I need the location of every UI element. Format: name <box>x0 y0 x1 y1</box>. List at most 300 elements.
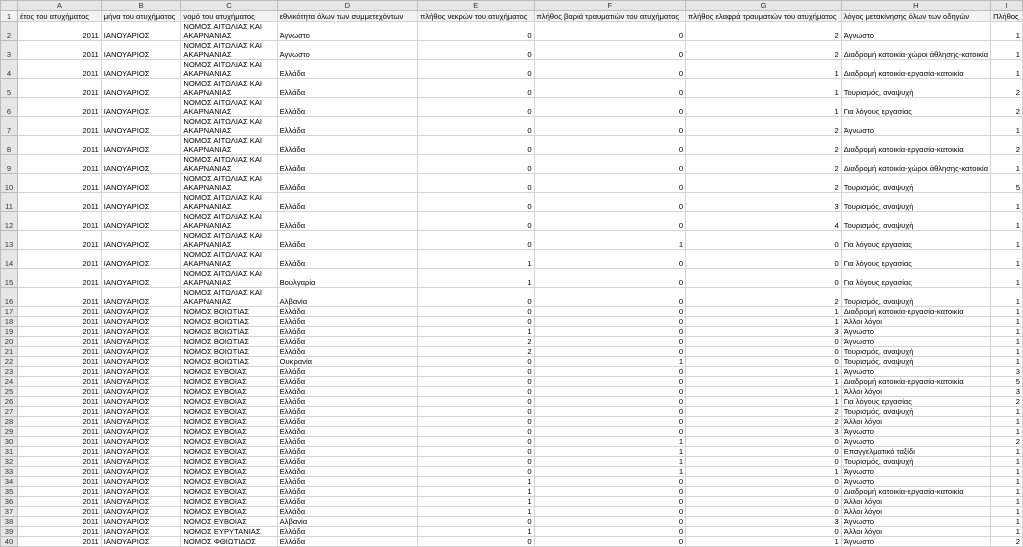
table-cell[interactable]: 0 <box>534 98 686 117</box>
table-cell[interactable]: 1 <box>686 387 842 397</box>
table-cell[interactable]: 1 <box>991 288 1023 307</box>
table-cell[interactable]: Τουρισμός, αναψυχή <box>841 347 990 357</box>
table-cell[interactable]: 0 <box>534 41 686 60</box>
header-cell[interactable]: πλήθος βαριά τραυματιών του ατυχήματος <box>534 11 686 22</box>
table-cell[interactable]: 0 <box>418 417 534 427</box>
row-number[interactable]: 30 <box>1 437 18 447</box>
table-cell[interactable]: ΝΟΜΟΣ ΒΟΙΩΤΙΑΣ <box>181 337 277 347</box>
table-cell[interactable]: 1 <box>534 357 686 367</box>
table-cell[interactable]: 2 <box>686 174 842 193</box>
row-number[interactable]: 5 <box>1 79 18 98</box>
table-cell[interactable]: 0 <box>418 537 534 547</box>
table-cell[interactable]: ΙΑΝΟΥΑΡΙΟΣ <box>101 337 181 347</box>
table-cell[interactable]: ΙΑΝΟΥΑΡΙΟΣ <box>101 212 181 231</box>
table-cell[interactable]: ΙΑΝΟΥΑΡΙΟΣ <box>101 417 181 427</box>
table-cell[interactable]: Τουρισμός, αναψυχή <box>841 407 990 417</box>
row-number[interactable]: 7 <box>1 117 18 136</box>
table-cell[interactable]: 0 <box>534 317 686 327</box>
table-cell[interactable]: 1 <box>991 231 1023 250</box>
table-cell[interactable]: 0 <box>534 212 686 231</box>
table-cell[interactable]: Άλλοι λόγοι <box>841 417 990 427</box>
table-cell[interactable]: Ουκρανία <box>277 357 417 367</box>
table-cell[interactable]: 1 <box>534 457 686 467</box>
table-cell[interactable]: ΙΑΝΟΥΑΡΙΟΣ <box>101 307 181 317</box>
row-number[interactable]: 40 <box>1 537 18 547</box>
table-cell[interactable]: 0 <box>418 136 534 155</box>
table-cell[interactable]: ΝΟΜΟΣ ΑΙΤΩΛΙΑΣ ΚΑΙ ΑΚΑΡΝΑΝΙΑΣ <box>181 22 277 41</box>
table-cell[interactable]: ΙΑΝΟΥΑΡΙΟΣ <box>101 437 181 447</box>
table-cell[interactable]: Επαγγελματικό ταξίδι <box>841 447 990 457</box>
table-cell[interactable]: 2011 <box>18 537 102 547</box>
table-cell[interactable]: 2011 <box>18 367 102 377</box>
table-cell[interactable]: ΙΑΝΟΥΑΡΙΟΣ <box>101 367 181 377</box>
table-cell[interactable]: 2 <box>686 41 842 60</box>
table-cell[interactable]: 1 <box>991 60 1023 79</box>
table-cell[interactable]: 2011 <box>18 467 102 477</box>
table-cell[interactable]: 0 <box>534 250 686 269</box>
table-cell[interactable]: Για λόγους εργασίας <box>841 269 990 288</box>
table-cell[interactable]: ΝΟΜΟΣ ΕΥΒΟΙΑΣ <box>181 477 277 487</box>
table-cell[interactable]: 1 <box>991 327 1023 337</box>
table-cell[interactable]: ΙΑΝΟΥΑΡΙΟΣ <box>101 507 181 517</box>
row-number[interactable]: 39 <box>1 527 18 537</box>
table-cell[interactable]: ΝΟΜΟΣ ΑΙΤΩΛΙΑΣ ΚΑΙ ΑΚΑΡΝΑΝΙΑΣ <box>181 231 277 250</box>
table-cell[interactable]: Ελλάδα <box>277 477 417 487</box>
table-cell[interactable]: 0 <box>534 117 686 136</box>
table-cell[interactable]: ΝΟΜΟΣ ΑΙΤΩΛΙΑΣ ΚΑΙ ΑΚΑΡΝΑΝΙΑΣ <box>181 98 277 117</box>
table-cell[interactable]: ΝΟΜΟΣ ΑΙΤΩΛΙΑΣ ΚΑΙ ΑΚΑΡΝΑΝΙΑΣ <box>181 269 277 288</box>
table-cell[interactable]: ΙΑΝΟΥΑΡΙΟΣ <box>101 117 181 136</box>
table-cell[interactable]: Άλλοι λόγοι <box>841 387 990 397</box>
row-number[interactable]: 25 <box>1 387 18 397</box>
table-cell[interactable]: 2011 <box>18 41 102 60</box>
table-cell[interactable]: 2 <box>686 288 842 307</box>
table-cell[interactable]: 0 <box>686 507 842 517</box>
table-cell[interactable]: Ελλάδα <box>277 447 417 457</box>
table-cell[interactable]: 1 <box>418 477 534 487</box>
header-cell[interactable]: πλήθος νεκρών του ατυχήματος <box>418 11 534 22</box>
row-number[interactable]: 33 <box>1 467 18 477</box>
table-cell[interactable]: ΝΟΜΟΣ ΑΙΤΩΛΙΑΣ ΚΑΙ ΑΚΑΡΝΑΝΙΑΣ <box>181 212 277 231</box>
table-cell[interactable]: 2011 <box>18 497 102 507</box>
table-cell[interactable]: 1 <box>686 60 842 79</box>
table-cell[interactable]: ΝΟΜΟΣ ΕΥΒΟΙΑΣ <box>181 487 277 497</box>
table-cell[interactable]: 1 <box>991 269 1023 288</box>
row-number[interactable]: 9 <box>1 155 18 174</box>
table-cell[interactable]: Αλβανία <box>277 517 417 527</box>
row-number[interactable]: 36 <box>1 497 18 507</box>
row-number[interactable]: 12 <box>1 212 18 231</box>
table-cell[interactable]: 1 <box>991 517 1023 527</box>
table-cell[interactable]: 2011 <box>18 477 102 487</box>
table-cell[interactable]: 0 <box>686 487 842 497</box>
table-cell[interactable]: 2011 <box>18 337 102 347</box>
table-cell[interactable]: 1 <box>991 337 1023 347</box>
table-cell[interactable]: 2011 <box>18 417 102 427</box>
row-number[interactable]: 29 <box>1 427 18 437</box>
table-cell[interactable]: ΝΟΜΟΣ ΕΥΒΟΙΑΣ <box>181 467 277 477</box>
table-cell[interactable]: 2011 <box>18 212 102 231</box>
column-header[interactable]: C <box>181 1 277 11</box>
table-cell[interactable]: ΙΑΝΟΥΑΡΙΟΣ <box>101 457 181 467</box>
table-cell[interactable]: ΝΟΜΟΣ ΦΘΙΩΤΙΔΟΣ <box>181 537 277 547</box>
table-cell[interactable]: ΝΟΜΟΣ ΕΥΒΟΙΑΣ <box>181 407 277 417</box>
table-cell[interactable]: ΙΑΝΟΥΑΡΙΟΣ <box>101 98 181 117</box>
table-cell[interactable]: 2011 <box>18 317 102 327</box>
table-cell[interactable]: ΙΑΝΟΥΑΡΙΟΣ <box>101 41 181 60</box>
table-cell[interactable]: Τουρισμός, αναψυχή <box>841 357 990 367</box>
table-cell[interactable]: 0 <box>686 527 842 537</box>
table-cell[interactable]: ΝΟΜΟΣ ΑΙΤΩΛΙΑΣ ΚΑΙ ΑΚΑΡΝΑΝΙΑΣ <box>181 41 277 60</box>
column-header[interactable]: E <box>418 1 534 11</box>
table-cell[interactable]: Ελλάδα <box>277 457 417 467</box>
table-cell[interactable]: ΙΑΝΟΥΑΡΙΟΣ <box>101 497 181 507</box>
table-cell[interactable]: 0 <box>418 427 534 437</box>
table-cell[interactable]: ΙΑΝΟΥΑΡΙΟΣ <box>101 527 181 537</box>
table-cell[interactable]: 0 <box>418 307 534 317</box>
table-cell[interactable]: 2 <box>991 537 1023 547</box>
table-cell[interactable]: Τουρισμός, αναψυχή <box>841 288 990 307</box>
row-number[interactable]: 1 <box>1 11 18 22</box>
table-cell[interactable]: 0 <box>534 288 686 307</box>
row-number[interactable]: 34 <box>1 477 18 487</box>
table-cell[interactable]: ΝΟΜΟΣ ΕΥΒΟΙΑΣ <box>181 507 277 517</box>
table-cell[interactable]: ΝΟΜΟΣ ΕΥΒΟΙΑΣ <box>181 427 277 437</box>
table-cell[interactable]: 1 <box>418 497 534 507</box>
table-cell[interactable]: Τουρισμός, αναψυχή <box>841 457 990 467</box>
table-cell[interactable]: ΙΑΝΟΥΑΡΙΟΣ <box>101 79 181 98</box>
table-cell[interactable]: ΝΟΜΟΣ ΑΙΤΩΛΙΑΣ ΚΑΙ ΑΚΑΡΝΑΝΙΑΣ <box>181 193 277 212</box>
table-cell[interactable]: ΝΟΜΟΣ ΑΙΤΩΛΙΑΣ ΚΑΙ ΑΚΑΡΝΑΝΙΑΣ <box>181 250 277 269</box>
table-cell[interactable]: 2011 <box>18 155 102 174</box>
table-cell[interactable]: 0 <box>534 136 686 155</box>
table-cell[interactable]: Διαδρομή κατοικία-χώροι άθλησης-κατοικία <box>841 155 990 174</box>
table-cell[interactable]: Τουρισμός, αναψυχή <box>841 193 990 212</box>
table-cell[interactable]: 0 <box>686 347 842 357</box>
table-cell[interactable]: 0 <box>534 387 686 397</box>
table-cell[interactable]: Άγνωστο <box>841 337 990 347</box>
table-cell[interactable]: 2011 <box>18 288 102 307</box>
table-cell[interactable]: 1 <box>991 417 1023 427</box>
row-number[interactable]: 10 <box>1 174 18 193</box>
table-cell[interactable]: 2011 <box>18 377 102 387</box>
table-cell[interactable]: Άγνωστο <box>841 517 990 527</box>
table-cell[interactable]: ΙΑΝΟΥΑΡΙΟΣ <box>101 357 181 367</box>
row-number[interactable]: 26 <box>1 397 18 407</box>
table-cell[interactable]: 0 <box>534 347 686 357</box>
row-number[interactable]: 17 <box>1 307 18 317</box>
table-cell[interactable]: ΝΟΜΟΣ ΕΥΡΥΤΑΝΙΑΣ <box>181 527 277 537</box>
table-cell[interactable]: 1 <box>991 317 1023 327</box>
table-cell[interactable]: 0 <box>418 79 534 98</box>
table-cell[interactable]: 0 <box>686 447 842 457</box>
table-cell[interactable]: 0 <box>686 497 842 507</box>
table-cell[interactable]: 0 <box>534 337 686 347</box>
table-cell[interactable]: 0 <box>534 60 686 79</box>
table-cell[interactable]: 0 <box>418 155 534 174</box>
table-cell[interactable]: Ελλάδα <box>277 537 417 547</box>
header-cell[interactable]: μήνα του ατυχήματος <box>101 11 181 22</box>
table-cell[interactable]: 0 <box>534 497 686 507</box>
table-cell[interactable]: 2 <box>991 98 1023 117</box>
table-cell[interactable]: Ελλάδα <box>277 487 417 497</box>
row-number[interactable]: 35 <box>1 487 18 497</box>
table-cell[interactable]: 0 <box>686 357 842 367</box>
table-cell[interactable]: Ελλάδα <box>277 307 417 317</box>
table-cell[interactable]: 2011 <box>18 174 102 193</box>
table-cell[interactable]: 2011 <box>18 357 102 367</box>
column-header[interactable]: H <box>841 1 990 11</box>
table-cell[interactable]: 5 <box>991 377 1023 387</box>
row-number[interactable]: 21 <box>1 347 18 357</box>
table-cell[interactable]: 0 <box>418 397 534 407</box>
table-cell[interactable]: 0 <box>686 477 842 487</box>
table-cell[interactable]: 2011 <box>18 517 102 527</box>
table-cell[interactable]: 2 <box>686 417 842 427</box>
table-cell[interactable]: 0 <box>534 79 686 98</box>
table-cell[interactable]: 1 <box>686 307 842 317</box>
table-cell[interactable]: ΙΑΝΟΥΑΡΙΟΣ <box>101 327 181 337</box>
header-cell[interactable]: λόγος μετακίνησης όλων των οδηγών <box>841 11 990 22</box>
table-cell[interactable]: ΙΑΝΟΥΑΡΙΟΣ <box>101 347 181 357</box>
table-cell[interactable]: ΝΟΜΟΣ ΑΙΤΩΛΙΑΣ ΚΑΙ ΑΚΑΡΝΑΝΙΑΣ <box>181 155 277 174</box>
table-cell[interactable]: Διαδρομή κατοικία-χώροι άθλησης-κατοικία <box>841 41 990 60</box>
table-cell[interactable]: 0 <box>418 437 534 447</box>
table-cell[interactable]: Ελλάδα <box>277 155 417 174</box>
table-cell[interactable]: 1 <box>991 407 1023 417</box>
column-header[interactable]: F <box>534 1 686 11</box>
table-cell[interactable]: Για λόγους εργασίας <box>841 231 990 250</box>
table-cell[interactable]: Ελλάδα <box>277 437 417 447</box>
header-cell[interactable]: εθνικότητα όλων των συμμετεχόντων <box>277 11 417 22</box>
table-cell[interactable]: Ελλάδα <box>277 367 417 377</box>
table-cell[interactable]: Άγνωστο <box>277 22 417 41</box>
table-cell[interactable]: 1 <box>686 367 842 377</box>
column-header[interactable]: G <box>686 1 842 11</box>
table-cell[interactable]: 1 <box>418 487 534 497</box>
table-cell[interactable]: Ελλάδα <box>277 497 417 507</box>
table-cell[interactable]: 2011 <box>18 117 102 136</box>
row-number[interactable]: 8 <box>1 136 18 155</box>
table-cell[interactable]: 0 <box>418 174 534 193</box>
table-cell[interactable]: 5 <box>991 174 1023 193</box>
table-cell[interactable]: ΝΟΜΟΣ ΕΥΒΟΙΑΣ <box>181 377 277 387</box>
table-cell[interactable]: 0 <box>534 307 686 317</box>
table-cell[interactable]: 0 <box>418 457 534 467</box>
table-cell[interactable]: 1 <box>686 397 842 407</box>
table-cell[interactable]: 1 <box>991 527 1023 537</box>
table-cell[interactable]: ΝΟΜΟΣ ΑΙΤΩΛΙΑΣ ΚΑΙ ΑΚΑΡΝΑΝΙΑΣ <box>181 136 277 155</box>
table-cell[interactable]: Για λόγους εργασίας <box>841 250 990 269</box>
table-cell[interactable]: Ελλάδα <box>277 427 417 437</box>
table-cell[interactable]: 1 <box>991 357 1023 367</box>
table-cell[interactable]: Ελλάδα <box>277 136 417 155</box>
table-cell[interactable]: 0 <box>686 437 842 447</box>
table-cell[interactable]: ΙΑΝΟΥΑΡΙΟΣ <box>101 407 181 417</box>
table-cell[interactable]: ΙΑΝΟΥΑΡΙΟΣ <box>101 174 181 193</box>
table-cell[interactable]: 0 <box>534 407 686 417</box>
table-cell[interactable]: Άγνωστο <box>841 437 990 447</box>
table-cell[interactable]: Ελλάδα <box>277 250 417 269</box>
table-cell[interactable]: 1 <box>991 487 1023 497</box>
table-cell[interactable]: ΝΟΜΟΣ ΒΟΙΩΤΙΑΣ <box>181 357 277 367</box>
table-cell[interactable]: 0 <box>418 467 534 477</box>
table-cell[interactable]: 0 <box>534 487 686 497</box>
table-cell[interactable]: ΙΑΝΟΥΑΡΙΟΣ <box>101 397 181 407</box>
table-cell[interactable]: 0 <box>534 193 686 212</box>
table-cell[interactable]: Για λόγους εργασίας <box>841 397 990 407</box>
table-cell[interactable]: ΝΟΜΟΣ ΑΙΤΩΛΙΑΣ ΚΑΙ ΑΚΑΡΝΑΝΙΑΣ <box>181 288 277 307</box>
table-cell[interactable]: 1 <box>534 447 686 457</box>
table-cell[interactable]: Ελλάδα <box>277 193 417 212</box>
table-cell[interactable]: 1 <box>534 437 686 447</box>
table-cell[interactable]: ΝΟΜΟΣ ΒΟΙΩΤΙΑΣ <box>181 347 277 357</box>
table-cell[interactable]: 2 <box>686 407 842 417</box>
table-cell[interactable]: 4 <box>686 212 842 231</box>
table-cell[interactable]: 2011 <box>18 79 102 98</box>
table-cell[interactable]: Άλλοι λόγοι <box>841 317 990 327</box>
table-cell[interactable]: ΝΟΜΟΣ ΕΥΒΟΙΑΣ <box>181 457 277 467</box>
table-cell[interactable]: ΝΟΜΟΣ ΕΥΒΟΙΑΣ <box>181 387 277 397</box>
row-number[interactable]: 31 <box>1 447 18 457</box>
row-number[interactable]: 19 <box>1 327 18 337</box>
table-cell[interactable]: 3 <box>686 517 842 527</box>
table-cell[interactable]: 0 <box>418 60 534 79</box>
table-cell[interactable]: Διαδρομή κατοικία-εργασία-κατοικία <box>841 307 990 317</box>
table-cell[interactable]: 1 <box>991 22 1023 41</box>
table-cell[interactable]: ΝΟΜΟΣ ΕΥΒΟΙΑΣ <box>181 437 277 447</box>
header-cell[interactable]: νομό του ατυχήματος <box>181 11 277 22</box>
table-cell[interactable]: ΝΟΜΟΣ ΕΥΒΟΙΑΣ <box>181 397 277 407</box>
table-cell[interactable]: 1 <box>418 527 534 537</box>
table-cell[interactable]: 2011 <box>18 487 102 497</box>
table-cell[interactable]: ΙΑΝΟΥΑΡΙΟΣ <box>101 487 181 497</box>
table-cell[interactable]: 2011 <box>18 387 102 397</box>
table-cell[interactable]: 1 <box>991 307 1023 317</box>
table-cell[interactable]: 2011 <box>18 307 102 317</box>
table-cell[interactable]: 2011 <box>18 22 102 41</box>
row-number[interactable]: 37 <box>1 507 18 517</box>
row-number[interactable]: 38 <box>1 517 18 527</box>
table-cell[interactable]: 2 <box>418 347 534 357</box>
header-cell[interactable]: Πλήθος <box>991 11 1023 22</box>
table-cell[interactable]: 1 <box>991 497 1023 507</box>
table-cell[interactable]: 0 <box>534 417 686 427</box>
table-cell[interactable]: Ελλάδα <box>277 347 417 357</box>
row-number[interactable]: 27 <box>1 407 18 417</box>
table-cell[interactable]: Ελλάδα <box>277 79 417 98</box>
table-cell[interactable]: 1 <box>534 467 686 477</box>
table-cell[interactable]: Άγνωστο <box>841 367 990 377</box>
row-number[interactable]: 6 <box>1 98 18 117</box>
row-number[interactable]: 16 <box>1 288 18 307</box>
table-cell[interactable]: 1 <box>991 117 1023 136</box>
table-cell[interactable]: Ελλάδα <box>277 174 417 193</box>
table-cell[interactable]: 1 <box>991 347 1023 357</box>
table-cell[interactable]: 0 <box>418 387 534 397</box>
table-cell[interactable]: Άγνωστο <box>841 477 990 487</box>
column-header[interactable]: I <box>991 1 1023 11</box>
header-cell[interactable]: πλήθος ελαφρά τραυματιών του ατυχήματος <box>686 11 842 22</box>
row-number[interactable]: 32 <box>1 457 18 467</box>
table-cell[interactable]: ΝΟΜΟΣ ΕΥΒΟΙΑΣ <box>181 367 277 377</box>
row-number[interactable]: 18 <box>1 317 18 327</box>
column-header[interactable]: B <box>101 1 181 11</box>
table-cell[interactable]: Ελλάδα <box>277 327 417 337</box>
table-cell[interactable]: 3 <box>686 193 842 212</box>
table-cell[interactable]: 2 <box>686 155 842 174</box>
table-cell[interactable]: Ελλάδα <box>277 231 417 250</box>
row-number[interactable]: 11 <box>1 193 18 212</box>
table-cell[interactable]: Ελλάδα <box>277 417 417 427</box>
table-cell[interactable]: 1 <box>686 537 842 547</box>
row-number[interactable]: 14 <box>1 250 18 269</box>
table-cell[interactable]: 2011 <box>18 250 102 269</box>
table-cell[interactable]: ΝΟΜΟΣ ΒΟΙΩΤΙΑΣ <box>181 327 277 337</box>
table-cell[interactable]: 0 <box>534 327 686 337</box>
table-cell[interactable]: 1 <box>686 317 842 327</box>
table-cell[interactable]: 2 <box>991 397 1023 407</box>
table-cell[interactable]: Διαδρομή κατοικία-εργασία-κατοικία <box>841 60 990 79</box>
table-cell[interactable]: 1 <box>418 507 534 517</box>
table-cell[interactable]: 2011 <box>18 347 102 357</box>
table-cell[interactable]: 0 <box>418 41 534 60</box>
table-cell[interactable]: 0 <box>534 155 686 174</box>
table-cell[interactable]: 2011 <box>18 269 102 288</box>
table-cell[interactable]: 2 <box>686 136 842 155</box>
table-cell[interactable]: 0 <box>418 317 534 327</box>
table-cell[interactable]: 1 <box>686 98 842 117</box>
table-cell[interactable]: 2011 <box>18 457 102 467</box>
table-cell[interactable]: 0 <box>534 269 686 288</box>
table-cell[interactable]: Άγνωστο <box>841 537 990 547</box>
table-cell[interactable]: 2 <box>686 22 842 41</box>
table-cell[interactable]: Ελλάδα <box>277 377 417 387</box>
table-cell[interactable]: Ελλάδα <box>277 387 417 397</box>
table-cell[interactable]: Άλλοι λόγοι <box>841 527 990 537</box>
table-cell[interactable]: ΙΑΝΟΥΑΡΙΟΣ <box>101 136 181 155</box>
table-cell[interactable]: 2 <box>686 117 842 136</box>
table-cell[interactable]: ΙΑΝΟΥΑΡΙΟΣ <box>101 447 181 457</box>
table-cell[interactable]: ΝΟΜΟΣ ΑΙΤΩΛΙΑΣ ΚΑΙ ΑΚΑΡΝΑΝΙΑΣ <box>181 60 277 79</box>
table-cell[interactable]: 2 <box>991 136 1023 155</box>
table-cell[interactable]: Ελλάδα <box>277 467 417 477</box>
table-cell[interactable]: 0 <box>534 427 686 437</box>
table-cell[interactable]: 1 <box>991 155 1023 174</box>
table-cell[interactable]: 1 <box>991 427 1023 437</box>
table-cell[interactable]: 0 <box>418 288 534 307</box>
table-cell[interactable]: 0 <box>534 377 686 387</box>
table-cell[interactable]: 0 <box>418 98 534 117</box>
table-cell[interactable]: Ελλάδα <box>277 212 417 231</box>
table-cell[interactable]: 0 <box>534 174 686 193</box>
table-cell[interactable]: ΙΑΝΟΥΑΡΙΟΣ <box>101 317 181 327</box>
table-cell[interactable]: Άγνωστο <box>841 117 990 136</box>
header-cell[interactable]: έτος του ατυχήματος <box>18 11 102 22</box>
table-cell[interactable]: 1 <box>418 250 534 269</box>
table-cell[interactable]: 1 <box>686 377 842 387</box>
table-cell[interactable]: ΝΟΜΟΣ ΑΙΤΩΛΙΑΣ ΚΑΙ ΑΚΑΡΝΑΝΙΑΣ <box>181 174 277 193</box>
table-cell[interactable]: 0 <box>418 212 534 231</box>
table-cell[interactable]: Για λόγους εργασίας <box>841 98 990 117</box>
table-cell[interactable]: ΙΑΝΟΥΑΡΙΟΣ <box>101 387 181 397</box>
table-cell[interactable]: ΝΟΜΟΣ ΑΙΤΩΛΙΑΣ ΚΑΙ ΑΚΑΡΝΑΝΙΑΣ <box>181 79 277 98</box>
table-cell[interactable]: 2 <box>991 79 1023 98</box>
row-number[interactable]: 23 <box>1 367 18 377</box>
table-cell[interactable]: 1 <box>991 193 1023 212</box>
table-cell[interactable]: 2011 <box>18 507 102 517</box>
row-number[interactable]: 13 <box>1 231 18 250</box>
